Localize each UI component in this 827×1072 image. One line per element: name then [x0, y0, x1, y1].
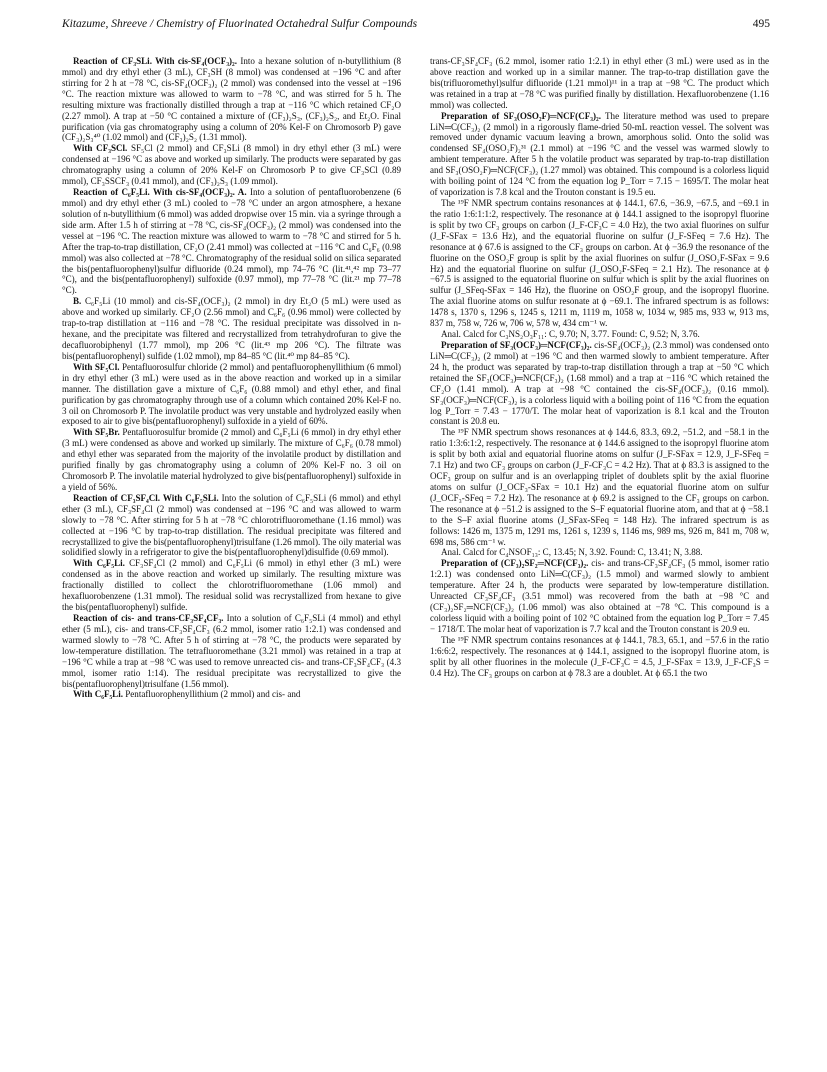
paragraph	[62, 613, 401, 689]
paragraph	[62, 427, 401, 493]
paragraph	[62, 56, 401, 143]
paragraph	[62, 689, 401, 700]
paragraph-heading: Reaction of CF₃SF₄Cl. With C₆F₅SLi.	[73, 492, 219, 503]
paragraph-text: SF₅Cl (2 mmol) and CF₃SLi (8 mmol) in dry ethyl ether (3 mL) were condensed at −196 °C as above and worked up similarly. The products were separated by gas chromatography using a column of 20% Kel-F on Chromosorb P to give CF₃SCl (0.89 mmol), CF₃SSCF₃ (0.41 mmol), and (CF₃)₂S₃ (1.09 mmol).	[62, 143, 401, 187]
paragraph	[430, 198, 769, 329]
paragraph	[430, 329, 769, 340]
paragraph-heading: With SF₅Br.	[73, 427, 120, 438]
paragraph	[62, 362, 401, 428]
paragraph-heading: With CF₃SCl.	[73, 143, 128, 154]
paragraph	[430, 56, 769, 111]
paragraph-text: Anal. Calcd for C₄NSOF₁₃: C, 13.45; N, 3.92. Found: C, 13.41; N, 3.88.	[441, 547, 703, 558]
paragraph-text: C₆F₅Li (10 mmol) and cis-SF₄(OCF₃)₂ (2 mmol) in dry Et₂O (5 mL) were used as above and worked up similarly. CF₂O (2.56 mmol) and C₆F₆ (0.96 mmol) were collected by trap-to-trap distillation at −116 and −78 °C. The residual precipitate was dissolved in n-hexane, and the precipitate was filtered and recrystallized from tetrahydrofuran to give the decafluorobiphenyl (1.77 mmol), mp 206 °C (lit.⁴³ mp 206 °C). The filtrate was bis(pentafluorophenyl) sulfide (1.02 mmol), mp 84–85 °C (lit.⁴⁰ mp 84–85 °C).	[62, 296, 401, 361]
paragraph	[430, 635, 769, 679]
paragraph-text: CF₃SF₄Cl (2 mmol) and C₆F₅Li (6 mmol) in ethyl ether (3 mL) were condensed as in the above reaction and worked up similarly. The resulting mixture was fractionally distilled to collect the chlorotrifluoromethane (1.06 mmol) and hexafluorobenzene (1.31 mmol). The residual solid was recrystallized from hexane to give the bis(pentafluorophenyl) sulfide.	[62, 558, 401, 613]
paragraph-heading: B.	[73, 296, 82, 307]
paragraph	[62, 187, 401, 296]
paragraph-text: The ¹⁹F NMR spectrum contains resonances at ϕ 144.1, 67.6, −36.9, −67.5, and −69.1 in the ratio 1:6:1:1:2, respectively. The resonance at ϕ 144.1 assigned to the isopropyl fluorine is split by two CF₃ groups on carbon (J_F-CF₃C = 4.0 Hz), the two axial fluorines on sulfur (J_F-SFax = 13.6 Hz), and the equatorial fluorine on sulfur (J_F-SFeq = 7.6 Hz). The resonance at ϕ 67.6 is assigned to the CF₃ groups on carbon. At ϕ −36.9 the resonance of the fluorine on the OSO₂F group is split by the axial fluorines on sulfur (J_OSO₂F-SFax = 9.6 Hz) and the equatorial fluorine on sulfur (J_OSO₂F-SFeq = 2.1 Hz). The resonance at ϕ −67.5 is assigned to the equatorial fluorine on sulfur which is split by the axial fluorines on sulfur (J_SFeq-SFax = 146 Hz), the fluorine on OSO₂F group, and the isopropyl fluorine. The axial fluorine atoms on sulfur resonate at ϕ −69.1. The infrared spectrum is as follows: 1478 s, 1370 s, 1296 s, 1245 s, 1211 m, 1119 m, 1058 w, 1034 w, 985 ms, 933 w, 913 ms, 837 m, 758 w, 726 w, 706 w, 578 w, 434 cm⁻¹ w.	[430, 197, 769, 329]
paragraph-text: cis- and trans-CF₃SF₄CF₃ (5 mmol, isomer ratio 1:2.1) was condensed onto LiN═C(CF₃)₂ (1.5 mmol) and warmed slowly to ambient temperature. After 24 h, the products were separated by low-temperature distillation. Unreacted CF₃SF₄CF₃ (3.51 mmol) was recovered from the bath at −98 °C and (CF₃)₂SF₂═NCF(CF₃)₂ (1.06 mmol) was also obtained at −78 °C. This compound is a colorless liquid with a boiling point of 102 °C obtained from the equation log P_Torr = 7.45 − 1718/T. The molar heat of vaporization is 7.7 kcal and the Trouton constant is 20.9 eu.	[430, 558, 769, 634]
paragraph-text: Into a solution of pentafluorobenzene (6 mmol) and dry ethyl ether (3 mL) cooled to −78 °C under an argon atmosphere, a hexane solution of n-butyllithium (6 mmol) was added dropwise over 15 min. via a syringe through a side arm. After 1.5 h of stirring at −78 °C, cis-SF₄(OCF₃)₂ (2 mmol) was condensed into the vessel at −196 °C. The reaction mixture was allowed to warm to −78 °C and stirred for 5 h. After the trap-to-trap distillation, CF₂O (2.41 mmol) was collected at −116 °C and C₆F₆ (0.98 mmol) was also collected at −78 °C. Chromatography of the residual solid on silica separated the bis(pentafluorophenyl)sulfur difluoride (0.24 mmol), mp 74–76 °C (lit.⁴¹,⁴² mp 73–77 °C), and the bis(pentafluorophenyl) sulfoxide (0.97 mmol), mp 77–78 °C (lit.²¹ mp 77–78 °C).	[62, 187, 401, 296]
paragraph-text: Into a solution of C₆F₅SLi (4 mmol) and ethyl ether (5 mL), cis- and trans-CF₃SF₄CF₃ (6.2 mmol, isomer ratio 1:2.1) was condensed and warmed slowly to −78 °C. After 5 h of stirring at −78 °C, the products were separated by low-temperature distillation. The tetrafluoromethane (3.21 mmol) was retained in a trap at −196 °C while a trap at −98 °C was used to remove unreacted cis- and trans-CF₃SF₄CF₃ (4.3 mmol, isomer ratio 1:14). The residual precipitate was recrystallized to give the bis(pentafluorophenyl)trisulfane (1.56 mmol).	[62, 613, 401, 689]
paragraph-heading: Preparation of (CF₃)₂SF₂═NCF(CF₃)₂.	[441, 558, 589, 569]
paragraph	[62, 493, 401, 559]
paragraph-text: The ¹⁹F NMR spectrum contains resonances at ϕ 144.1, 78.3, 65.1, and −57.6 in the ratio 1:6:6:2, respectively. The resonances at ϕ 144.1, assigned to the isopropyl fluorine atom, is split by all other fluorines in the molecule (J_F-CF₃C = 4.5, J_F-SFax = 13.9, J_F-CF₃S = 0.4 Hz). The CF₃ groups on carbon at ϕ 78.3 are a doublet. At ϕ 65.1 the two	[430, 634, 769, 678]
paragraph-heading: With C₆F₅Li.	[73, 689, 123, 700]
page-number: 495	[752, 18, 770, 30]
paragraph-heading: Reaction of cis- and trans-CF₃SF₄CF₃.	[73, 613, 224, 624]
paragraph-text: The literature method was used to prepare LiN═C(CF₃)₂ (2 mmol) in a rigorously flame-dried 50-mL reaction vessel. The solvent was removed under dynamic vacuum leaving a brown, amorphous solid. Onto the solid was condensed SF₄(OSO₂F)₂³¹ (2.1 mmol) at −196 °C and the vessel was warmed slowly to ambient temperature. After 5 h the volatile product was separated by trap-to-trap distillation and SF₃(OSO₂F)═NCF(CF₃)₂ (1.27 mmol) was obtained. This compound is a colorless liquid with boiling point of 124 °C from the equation log P_Torr = 7.15 − 1695/T. The molar heat of vaporization is 7.8 kcal and the Trouton constant is 19.5 eu.	[430, 110, 769, 198]
paragraph	[430, 427, 769, 547]
paragraph-heading: Reaction of C₆F₅Li. With cis-SF₄(OCF₃)₂. A.	[73, 187, 247, 198]
left-column	[62, 56, 401, 1056]
running-title: Kitazume, Shreeve / Chemistry of Fluorinated Octahedral Sulfur Compounds	[62, 18, 418, 30]
right-column	[430, 56, 769, 1056]
paragraph	[430, 558, 769, 634]
paragraph	[430, 111, 769, 198]
paragraph-heading: Preparation of SF₃(OCF₃)═NCF(CF₃)₂.	[441, 339, 592, 350]
paragraph-text: cis-SF₄(OCF₃)₂ (2.3 mmol) was condensed onto LiN═C(CF₃)₂ (2 mmol) at −196 °C and then warmed slowly to ambient temperature. After 24 h, the product was separated by trap-to-trap distillation through a trap at −50 °C which retained the SF₃(OCF₃)═NCF(CF₃)₂ (1.68 mmol) and a trap at −116 °C which retained the CF₂O (1.41 mmol). A trap at −98 °C contained the cis-SF₄(OCF₃)₂ (0.16 mmol). SF₃(OCF₃)═NCF(CF₃)₂ is a colorless liquid with a boiling point of 116 °C from the equation log P_Torr = 7.43 − 1770/T. The molar heat of vaporization is 8.1 kcal and the Trouton constant is 20.8 eu.	[430, 339, 769, 427]
paragraph	[430, 547, 769, 558]
paragraph-text: Pentafluorosulfur chloride (2 mmol) and pentafluorophenyllithium (6 mmol) in dry ethyl ether (3 mL) were used as in the above reaction and worked up in a similar manner. The distillation gave a mixture of C₆F₆ (0.88 mmol) and ethyl ether, and final purification by gas chromatography through use of a column which contained 20% Kel-F no. 3 oil on Chromosorb P. The involatile product was very unstable and hydrolyzed easily when exposed to air to give bis(pentafluorophenyl) sulfoxide in a yield of 60%.	[62, 361, 401, 427]
paragraph-text: Into the solution of C₆F₅SLi (6 mmol) and ethyl ether (3 mL), CF₃SF₄Cl (2 mmol) was condensed at −196 °C and was allowed to warm slowly to −78 °C. After stirring for 5 h at −78 °C chlorotrifluoromethane (1.16 mmol) was collected at −196 °C by trap-to-trap distillation. The residual precipitate was filtered and recrystallized to give the bis(pentafluorophenyl)trisulfane (1.26 mmol). The oily material was solidified slowly in a refrigerator to give the bis(pentafluorophenyl)disulfide (0.69 mmol).	[62, 492, 401, 558]
paragraph-heading: Reaction of CF₃SLi. With cis-SF₄(OCF₃)₂.	[73, 56, 238, 66]
paragraph-text: Into a hexane solution of n-butyllithium (8 mmol) and dry ethyl ether (3 mL), CF₃SH (8 mmol) was condensed at −196 °C and after stirring for 2 h at −78 °C, cis-SF₄(OCF₃)₂ (2 mmol) was condensed into the vessel at −196 °C. The reaction mixture was allowed to warm to −78 °C, and was stirred for 5 h. The resulting mixture was fractionally distilled through a trap at −116 °C which retained CF₂O (2.27 mmol). A trap at −50 °C contained a mixture of (CF₃)₂S₃, (CF₃)₂S₂, and Et₂O. Final purification (via gas chromatography using a column of 20% Kel-F on Chromosorb P) gave (CF₃)₂S₃⁴⁰ (1.02 mmol) and (CF₃)₂S₂ (1.31 mmol).	[62, 56, 401, 143]
running-header	[62, 18, 770, 38]
paragraph	[62, 296, 401, 362]
paragraph-heading: With C₆F₅Li.	[73, 558, 125, 569]
paragraph-text: The ¹⁹F NMR spectrum shows resonances at ϕ 144.6, 83.3, 69.2, −51.2, and −58.1 in the ratio 1:3:6:1:2, respectively. The resonance at ϕ 144.6 assigned to the isopropyl fluorine atom is split by both axial and equatorial fluorine atoms on sulfur (J_F-SFax = 12.9, J_F-SFeq = 7.1 Hz) and two CF₃ groups on carbon (J_F-CF₃C = 4.2 Hz). That at ϕ 83.3 is assigned to the OCF₃ group on sulfur and is an overlapping triplet of doublets split by the axial fluorine atoms on sulfur (J_OCF₃-SFax = 10.1 Hz) and the equatorial fluorine atom on sulfur (J_OCF₃-SFeq = 7.2 Hz). The resonance at ϕ 69.2 is assigned to the CF₃ groups on carbon. The resonance at ϕ −51.2 is assigned to the S–F equatorial fluorine atom, and that at ϕ −58.1 to the S–F axial fluorine atoms (J_SFax-SFeq = 148 Hz). The infrared spectrum is as follows: 1426 m, 1375 m, 1291 ms, 1261 s, 1239 s, 1146 ms, 989 ms, 926 m, 841 m, 708 w, 698 ms, 586 cm⁻¹ w.	[430, 427, 769, 547]
paragraph-text: Pentafluorophenyllithium (2 mmol) and cis- and	[123, 689, 301, 700]
paragraph-heading: Preparation of SF₃(OSO₂F)═NCF(CF₃)₂.	[441, 110, 601, 121]
paragraph-text: trans-CF₃SF₄CF₃ (6.2 mmol, isomer ratio 1:2.1) in ethyl ether (3 mL) were used as in the above reaction and worked up in a similar manner. The trap-to-trap distillation gave the bis(trifluoromethyl)sulfur difluoride (1.21 mmol)¹¹ in a trap at −98 °C. The product which was retained in a trap at −78 °C was purified finally by distillation. Hexafluorobenzene (1.16 mmol) was collected.	[430, 56, 769, 110]
paragraph	[62, 558, 401, 613]
paragraph	[430, 340, 769, 427]
paragraph-text: Anal. Calcd for C₃NS₂O₃F₁₁: C, 9.70; N, 3.77. Found: C, 9.52; N, 3.76.	[441, 329, 700, 340]
paragraph-text: Pentafluorosulfur bromide (2 mmol) and C₆F₅Li (6 mmol) in dry ethyl ether (3 mL) were condensed as above and worked up similarly. The mixture of C₆F₆ (0.78 mmol) and ethyl ether was separated from the majority of the involatile product by distillation and purified finally by gas chromatography using a column of 20% Kel-F no. 3 oil on Chromosorb P. The involatile material hydrolyzed to give bis(pentafluorophenyl) sulfoxide in a yield of 56%.	[62, 427, 401, 492]
paragraph	[62, 143, 401, 187]
paragraph-heading: With SF₅Cl.	[73, 361, 120, 372]
